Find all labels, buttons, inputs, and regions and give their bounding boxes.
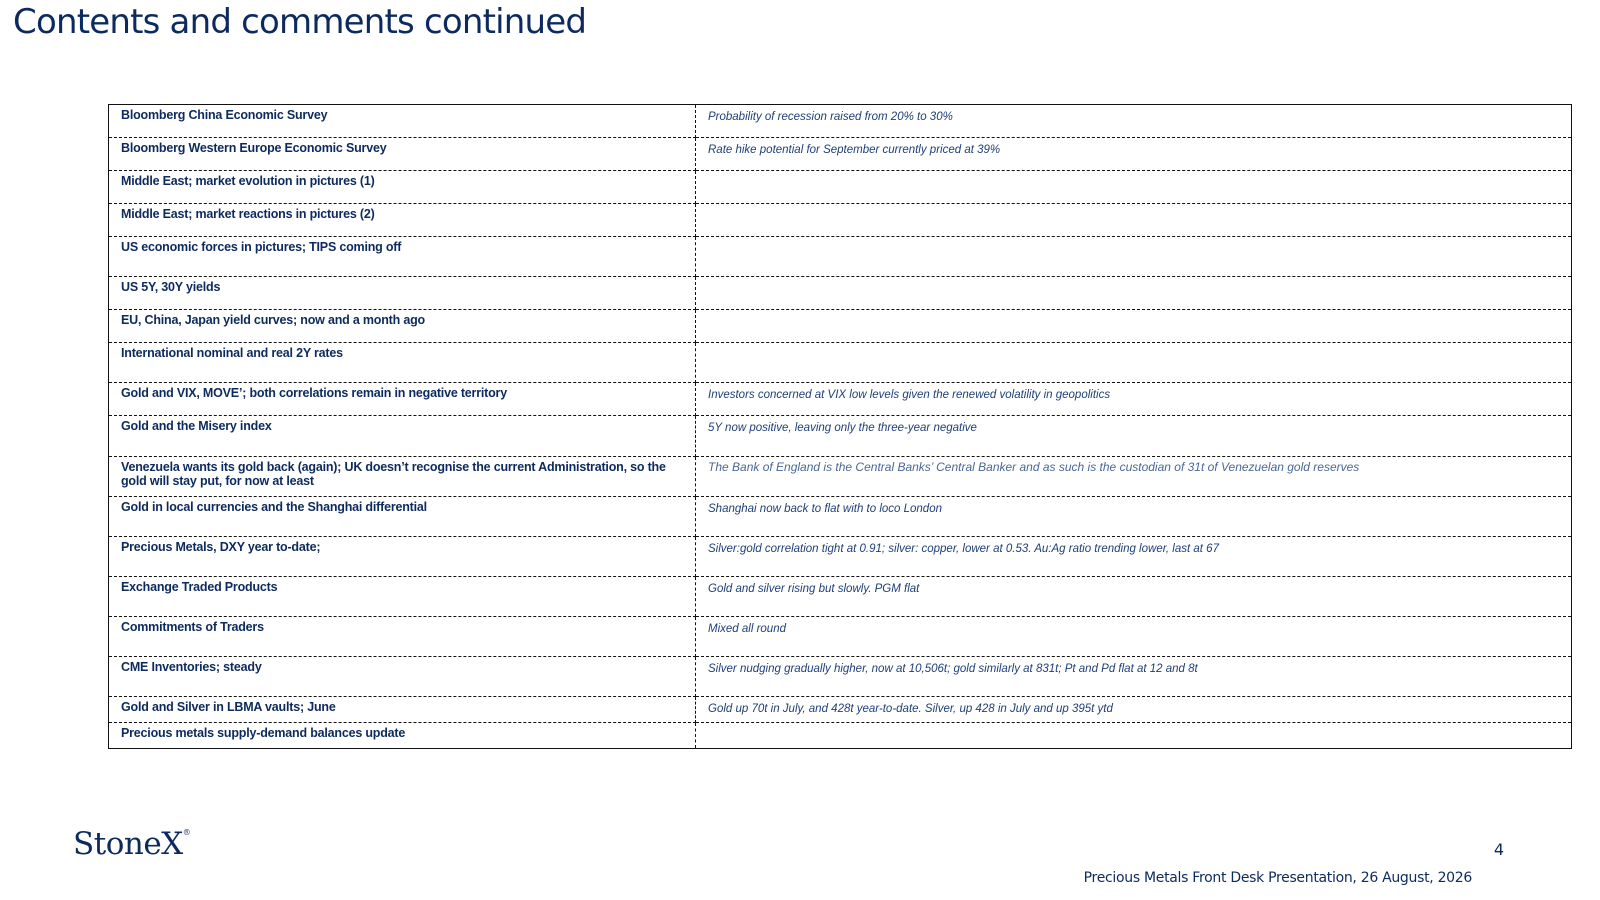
table-row	[109, 617, 1572, 657]
comment-cell	[696, 310, 1572, 343]
topic-cell: Gold and Silver in LBMA vaults; June	[109, 697, 696, 723]
topic-cell: Gold and the Misery index	[109, 416, 696, 457]
table-row	[109, 343, 1572, 383]
contents-table	[108, 104, 1572, 749]
comment-cell: Gold and silver rising but slowly. PGM flat	[696, 577, 1572, 617]
comment-cell: Gold up 70t in July, and 428t year-to-date. Silver, up 428 in July and up 395t ytd	[696, 697, 1572, 723]
footer-text: Precious Metals Front Desk Presentation, 26 August, 2026	[1083, 870, 1472, 886]
comment-cell	[696, 237, 1572, 277]
comment-cell: Silver:gold correlation tight at 0.91; silver: copper, lower at 0.53. Au:Ag ratio trending lower, last at 67	[696, 537, 1572, 577]
table-row	[109, 416, 1572, 457]
comment-cell: Silver nudging gradually higher, now at 10,506t; gold similarly at 831t; Pt and Pd flat at 12 and 8t	[696, 657, 1572, 697]
table-row	[109, 497, 1572, 537]
table-row	[109, 697, 1572, 723]
topic-cell: US economic forces in pictures; TIPS coming off	[109, 237, 696, 277]
topic-cell: Commitments of Traders	[109, 617, 696, 657]
comment-cell: Probability of recession raised from 20% to 30%	[696, 105, 1572, 138]
comment-cell	[696, 171, 1572, 204]
comment-cell	[696, 204, 1572, 237]
table-row	[109, 577, 1572, 617]
table-row	[109, 277, 1572, 310]
topic-cell: EU, China, Japan yield curves; now and a month ago	[109, 310, 696, 343]
table-row	[109, 237, 1572, 277]
page-title: Contents and comments continued	[13, 2, 587, 42]
topic-cell: International nominal and real 2Y rates	[109, 343, 696, 383]
table-row	[109, 310, 1572, 343]
topic-cell: Bloomberg Western Europe Economic Survey	[109, 138, 696, 171]
table-row	[109, 723, 1572, 749]
logo-text: StoneX	[73, 826, 183, 862]
table-row	[109, 171, 1572, 204]
table-row	[109, 138, 1572, 171]
comment-cell: The Bank of England is the Central Banks’ Central Banker and as such is the custodian of 31t of Venezuelan gold reserves	[696, 457, 1572, 497]
topic-cell: Precious Metals, DXY year to-date;	[109, 537, 696, 577]
topic-cell: CME Inventories; steady	[109, 657, 696, 697]
comment-cell: Rate hike potential for September currently priced at 39%	[696, 138, 1572, 171]
comment-cell: Mixed all round	[696, 617, 1572, 657]
table-row	[109, 383, 1572, 416]
table-row	[109, 457, 1572, 497]
topic-cell: Bloomberg China Economic Survey	[109, 105, 696, 138]
topic-cell: Venezuela wants its gold back (again); UK doesn’t recognise the current Administration, so the gold will stay put, for now at least	[109, 457, 696, 497]
table-row	[109, 204, 1572, 237]
topic-cell: Gold in local currencies and the Shanghai differential	[109, 497, 696, 537]
comment-cell: Investors concerned at VIX low levels given the renewed volatility in geopolitics	[696, 383, 1572, 416]
topic-cell: Exchange Traded Products	[109, 577, 696, 617]
comment-cell	[696, 343, 1572, 383]
comment-cell	[696, 277, 1572, 310]
topic-cell: US 5Y, 30Y yields	[109, 277, 696, 310]
comment-cell: 5Y now positive, leaving only the three-year negative	[696, 416, 1572, 457]
stonex-logo	[73, 826, 190, 862]
table-row	[109, 657, 1572, 697]
comment-cell: Shanghai now back to flat with to loco London	[696, 497, 1572, 537]
topic-cell: Gold and VIX, MOVE’; both correlations remain in negative territory	[109, 383, 696, 416]
topic-cell: Middle East; market evolution in pictures (1)	[109, 171, 696, 204]
topic-cell: Middle East; market reactions in pictures (2)	[109, 204, 696, 237]
topic-cell: Precious metals supply-demand balances update	[109, 723, 696, 749]
page-number: 4	[1493, 840, 1504, 859]
comment-cell	[696, 723, 1572, 749]
registered-mark: ®	[182, 828, 191, 837]
contents-table-body	[109, 105, 1572, 749]
table-row	[109, 105, 1572, 138]
table-row	[109, 537, 1572, 577]
